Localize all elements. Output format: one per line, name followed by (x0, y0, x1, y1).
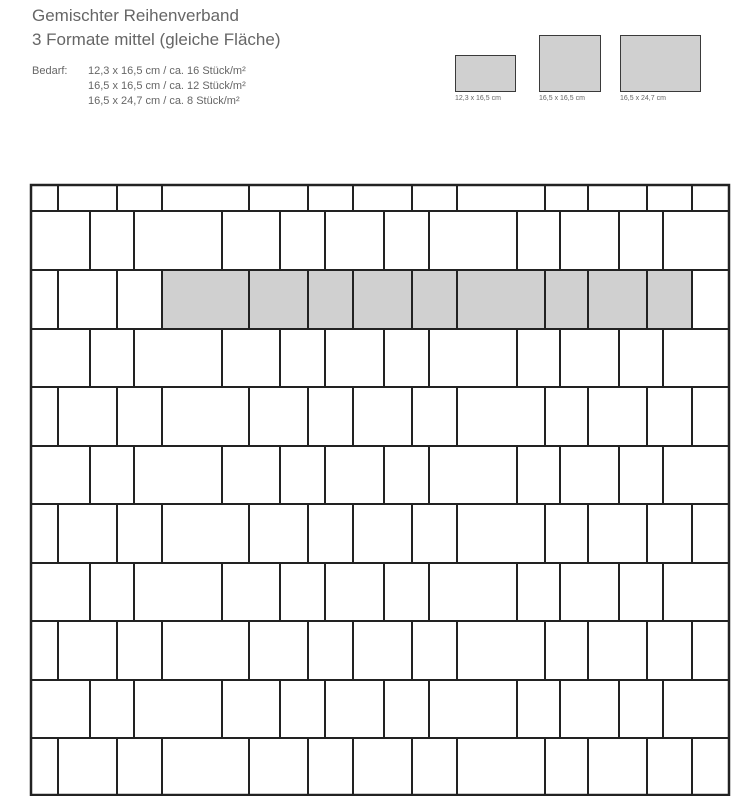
paving-tile (545, 504, 588, 563)
paving-tile (412, 185, 457, 211)
paving-tile (429, 680, 517, 738)
paving-tile (412, 738, 457, 796)
paving-tile (325, 680, 384, 738)
highlighted-tile (308, 270, 353, 329)
paving-tile (31, 270, 58, 329)
paving-tile (588, 621, 647, 680)
paving-tile (353, 387, 412, 446)
paving-tile (90, 446, 134, 504)
paving-tile (429, 446, 517, 504)
requirement-medium: 16,5 x 16,5 cm / ca. 12 Stück/m² (88, 80, 246, 92)
paving-tile (663, 680, 729, 738)
paving-tile (429, 329, 517, 387)
paving-tile (325, 563, 384, 621)
paving-tile (117, 621, 162, 680)
paving-tile (249, 504, 308, 563)
paving-tile (280, 680, 325, 738)
paving-tile (429, 211, 517, 270)
paving-tile (325, 329, 384, 387)
paving-tile (134, 329, 222, 387)
paving-tile (353, 738, 412, 796)
paving-tile (588, 185, 647, 211)
paving-tile (692, 738, 729, 796)
paving-tile (308, 621, 353, 680)
paving-tile (117, 270, 162, 329)
paving-tile (457, 185, 545, 211)
paving-tile (647, 185, 692, 211)
legend-label-medium: 16,5 x 16,5 cm (539, 95, 585, 102)
requirement-small: 12,3 x 16,5 cm / ca. 16 Stück/m² (88, 65, 246, 77)
paving-tile (692, 387, 729, 446)
paving-tile (222, 329, 280, 387)
paving-tile (384, 329, 429, 387)
paving-tile (134, 563, 222, 621)
paving-tile (692, 185, 729, 211)
highlighted-tile (162, 270, 249, 329)
paving-tile (560, 211, 619, 270)
paving-tile (517, 563, 560, 621)
highlighted-tile (545, 270, 588, 329)
paving-tile (384, 563, 429, 621)
paving-tile (249, 621, 308, 680)
paving-tile (31, 211, 90, 270)
paving-tile (117, 504, 162, 563)
paving-tile (588, 387, 647, 446)
paving-tile (517, 446, 560, 504)
paving-tile (545, 387, 588, 446)
paving-tile (31, 680, 90, 738)
paving-tile (517, 211, 560, 270)
paving-tile (663, 563, 729, 621)
paving-tile (560, 446, 619, 504)
paving-tile (280, 446, 325, 504)
highlighted-tile (353, 270, 412, 329)
paving-tile (249, 387, 308, 446)
paving-tile (412, 387, 457, 446)
paving-tile (353, 621, 412, 680)
highlighted-tile (457, 270, 545, 329)
paving-tile (58, 504, 117, 563)
paving-tile (58, 621, 117, 680)
paving-tile (588, 738, 647, 796)
paving-tile (90, 680, 134, 738)
paving-tile (647, 387, 692, 446)
paving-tile (588, 504, 647, 563)
paving-tile (162, 504, 249, 563)
paving-tile (162, 387, 249, 446)
paving-tile (619, 446, 663, 504)
paving-tile (280, 329, 325, 387)
paving-tile (384, 211, 429, 270)
highlighted-tile (249, 270, 308, 329)
paving-tile (222, 211, 280, 270)
paving-tile (457, 621, 545, 680)
paving-tile (249, 738, 308, 796)
paving-tile (280, 211, 325, 270)
paving-tile (31, 329, 90, 387)
paving-tile (692, 621, 729, 680)
legend-label-large: 16,5 x 24,7 cm (620, 95, 666, 102)
paving-tile (619, 211, 663, 270)
paving-tile (31, 185, 58, 211)
paving-tile (162, 738, 249, 796)
paving-tile (308, 387, 353, 446)
paving-tile (560, 329, 619, 387)
paving-tile (663, 446, 729, 504)
paving-tile (58, 185, 117, 211)
paving-tile (31, 563, 90, 621)
paving-tile (325, 446, 384, 504)
pattern-title: Gemischter Reihenverband (32, 6, 239, 25)
paving-tile (90, 563, 134, 621)
legend-label-small: 12,3 x 16,5 cm (455, 95, 501, 102)
paving-tile (619, 680, 663, 738)
paving-tile (31, 504, 58, 563)
paving-tile (308, 185, 353, 211)
paving-tile (308, 738, 353, 796)
paving-tile (647, 504, 692, 563)
paving-tile (58, 270, 117, 329)
paving-tile (134, 211, 222, 270)
paving-tile (280, 563, 325, 621)
paving-tile (517, 680, 560, 738)
paving-tile (90, 211, 134, 270)
paving-tile (619, 563, 663, 621)
paving-tile (663, 211, 729, 270)
highlighted-tile (412, 270, 457, 329)
paving-tile (162, 621, 249, 680)
paving-tile (353, 185, 412, 211)
paving-tile (31, 621, 58, 680)
highlighted-tile (588, 270, 647, 329)
pattern-subtitle: 3 Formate mittel (gleiche Fläche) (32, 30, 281, 49)
paving-tile (353, 504, 412, 563)
paving-tile (545, 621, 588, 680)
paving-tile (384, 680, 429, 738)
paving-tile (222, 563, 280, 621)
paving-tile (692, 504, 729, 563)
paving-tile (545, 185, 588, 211)
highlighted-tile (647, 270, 692, 329)
paving-tile (249, 185, 308, 211)
paving-tile (692, 270, 729, 329)
paving-tile (58, 387, 117, 446)
paving-tile (647, 738, 692, 796)
paving-tile (90, 329, 134, 387)
paving-tile (412, 504, 457, 563)
paving-tile (31, 446, 90, 504)
requirement-label: Bedarf: (32, 65, 68, 77)
paving-tile (117, 738, 162, 796)
paving-tile (457, 504, 545, 563)
paving-tile (134, 680, 222, 738)
paving-tile (412, 621, 457, 680)
paving-tile (31, 387, 58, 446)
paving-tile (222, 446, 280, 504)
paving-tile (560, 563, 619, 621)
paving-tile (457, 738, 545, 796)
paving-tile (517, 329, 560, 387)
paving-tile (308, 504, 353, 563)
paving-tile (222, 680, 280, 738)
paving-tile (619, 329, 663, 387)
paving-tile (134, 446, 222, 504)
paving-tile (663, 329, 729, 387)
paving-tile (647, 621, 692, 680)
paving-tile (457, 387, 545, 446)
paving-tile (117, 185, 162, 211)
paving-tile (117, 387, 162, 446)
paving-tile (429, 563, 517, 621)
paving-tile (384, 446, 429, 504)
paving-tile (325, 211, 384, 270)
paving-tile (560, 680, 619, 738)
paving-tile (162, 185, 249, 211)
paving-tile (58, 738, 117, 796)
paving-tile (545, 738, 588, 796)
requirement-large: 16,5 x 24,7 cm / ca. 8 Stück/m² (88, 95, 240, 107)
paving-tile (31, 738, 58, 796)
